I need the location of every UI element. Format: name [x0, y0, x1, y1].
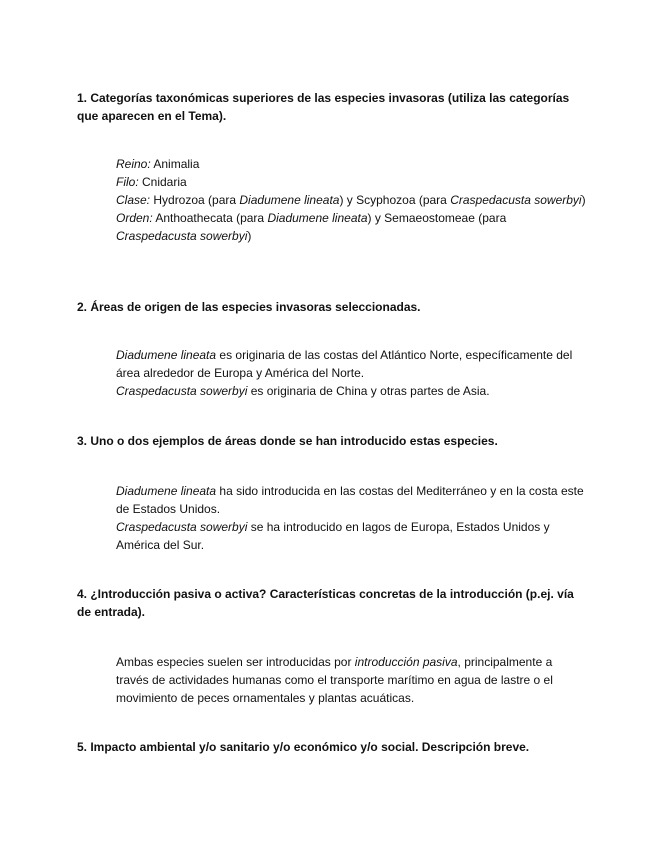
taxonomy-filo — [116, 173, 586, 191]
clase-species-2: Craspedacusta sowerbyi — [450, 193, 582, 207]
species-name: Diadumene lineata — [116, 348, 217, 362]
question-4-heading: 4. ¿Introducción pasiva o activa? Características concretas de la introducción (p.ej. vía de entrada). — [77, 587, 574, 619]
origin-text-2: es originaria de China y otras partes de Asia. — [247, 384, 490, 398]
question-3-answer — [116, 482, 586, 554]
clase-species-1: Diadumene lineata — [239, 193, 340, 207]
question-4-answer — [116, 653, 586, 707]
clase-text-3: ) — [581, 193, 586, 207]
intro-type-text-1: Ambas especies suelen ser introducidas por — [116, 655, 355, 669]
species-name: Diadumene lineata — [116, 484, 217, 498]
clase-label: Clase: — [116, 193, 151, 207]
orden-text-1: Anthoathecata (para — [152, 211, 268, 225]
question-5-heading: 5. Impacto ambiental y/o sanitario y/o económico y/o social. Descripción breve. — [77, 740, 530, 754]
orden-text-2: ) y Semaeostomeae (para — [367, 211, 507, 225]
filo-value: Cnidaria — [138, 175, 187, 189]
taxonomy-clase — [116, 191, 586, 209]
species-name: Craspedacusta sowerbyi — [116, 384, 248, 398]
species-name: Craspedacusta sowerbyi — [116, 520, 248, 534]
orden-label: Orden: — [116, 211, 153, 225]
origin-text-1: es originaria de las costas del Atlántico Norte, específicamente del área alrededor de Europa y América del Norte. — [116, 348, 573, 380]
question-3-heading: 3. Uno o dos ejemplos de áreas donde se han introducido estas especies. — [77, 434, 498, 448]
orden-species-2: Craspedacusta sowerbyi — [116, 229, 248, 243]
taxonomy-orden — [116, 209, 586, 245]
introduction-text-1: ha sido introducida en las costas del Mediterráneo y en la costa este de Estados Unidos. — [116, 484, 584, 516]
question-1-answer — [116, 155, 586, 245]
clase-text-2: ) y Scyphozoa (para — [339, 193, 451, 207]
question-2-answer — [116, 346, 586, 400]
intro-type-emphasis: introducción pasiva — [354, 655, 458, 669]
introduction-paragraph-2 — [116, 518, 586, 554]
taxonomy-reino — [116, 155, 586, 173]
origin-paragraph-2 — [116, 382, 586, 400]
reino-label: Reino: — [116, 157, 151, 171]
question-2-heading: 2. Áreas de origen de las especies invasoras seleccionadas. — [77, 300, 421, 314]
orden-text-3: ) — [247, 229, 252, 243]
orden-species-1: Diadumene lineata — [267, 211, 368, 225]
origin-paragraph-1 — [116, 346, 586, 382]
introduction-type-paragraph — [116, 653, 586, 707]
filo-label: Filo: — [116, 175, 139, 189]
reino-value: Animalia — [150, 157, 200, 171]
question-1-heading: 1. Categorías taxonómicas superiores de las especies invasoras (utiliza las categorías que aparecen en el Tema). — [77, 91, 570, 123]
introduction-paragraph-1 — [116, 482, 586, 518]
clase-text-1: Hydrozoa (para — [150, 193, 240, 207]
intro-type-text-2: , principalmente a través de actividades humanas como el transporte marítimo en agua de lastre o el movimiento de peces ornamentales y plantas acuáticas. — [116, 655, 553, 705]
introduction-text-2: se ha introducido en lagos de Europa, Estados Unidos y América del Sur. — [116, 520, 550, 552]
